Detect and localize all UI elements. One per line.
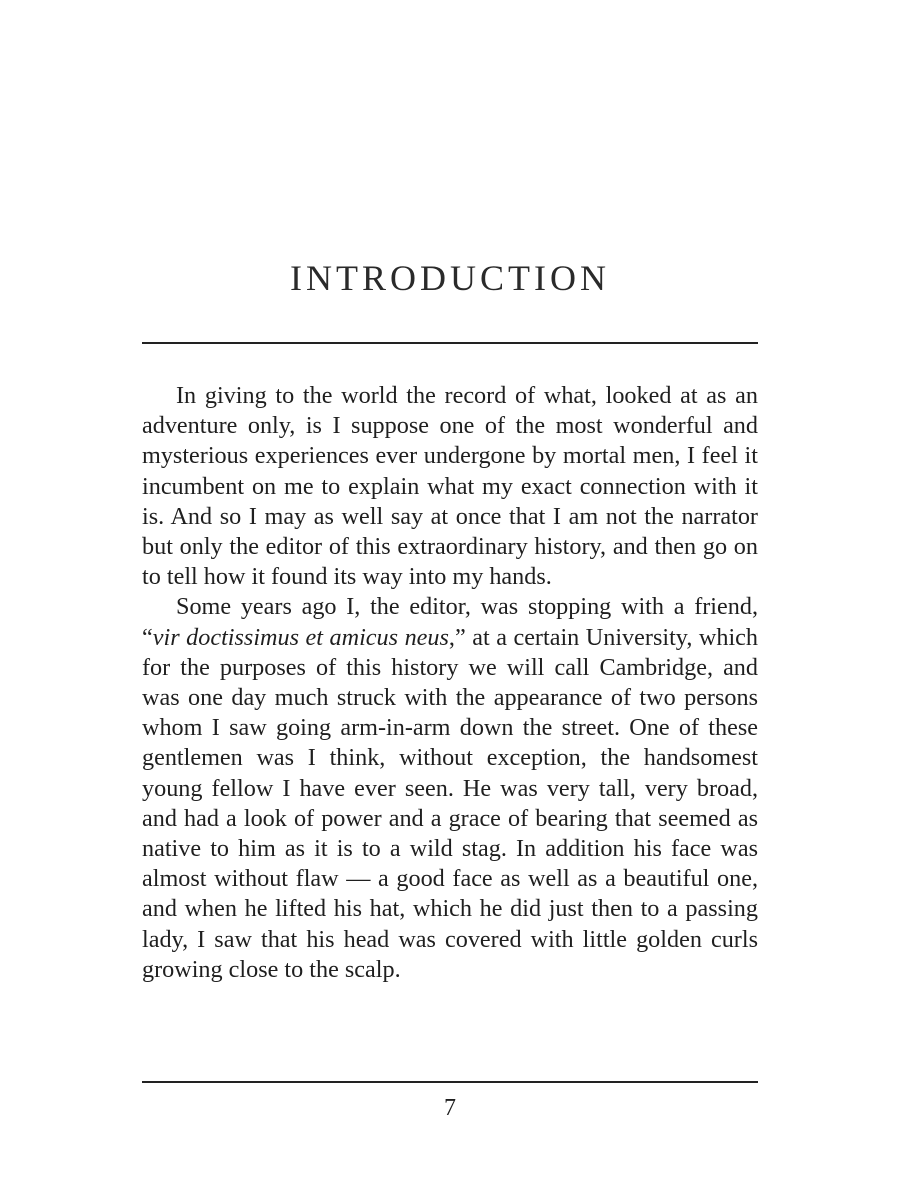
latin-phrase: vir doctissimus et amicus neus — [152, 623, 449, 651]
title-divider — [142, 342, 758, 344]
paragraph-1: In giving to the world the record of what, looked at as an adventure only, is I suppose one of the most wonderful and mysterious experiences ever undergone by mortal men, I feel it incumbent on me to explain what my exact connection with it is. And so I may as well say at once that I am not the narrator but only the editor of this extraordinary history, and then go on to tell how it found its way into my hands. — [142, 382, 758, 591]
paragraph-2-text-before: Some years ago I, the editor, was stopping with a friend, “ — [142, 593, 758, 651]
page-number: 7 — [444, 1095, 456, 1121]
chapter-title: INTRODUCTION — [290, 258, 610, 298]
paragraph-2 — [142, 592, 758, 985]
footer-divider — [142, 1081, 758, 1083]
paragraph-2-text-after: ,” at a certain University, which for the purposes of this history we will call Cambridge, and was one day much struck with the appearance of two persons whom I saw going arm-in-arm down the street. One of these gentlemen was I think, without exception, the handsomest young fellow I have ever seen. He was very tall, very broad, and had a look of power and a grace of bearing that seemed as native to him as it is to a wild stag. In addition his face was almost without flaw — a good face as well as a beautiful one, and when he lifted his hat, which he did just then to a passing lady, I saw that his head was covered with little golden curls growing close to the scalp. — [142, 623, 759, 983]
body-text — [142, 381, 758, 985]
